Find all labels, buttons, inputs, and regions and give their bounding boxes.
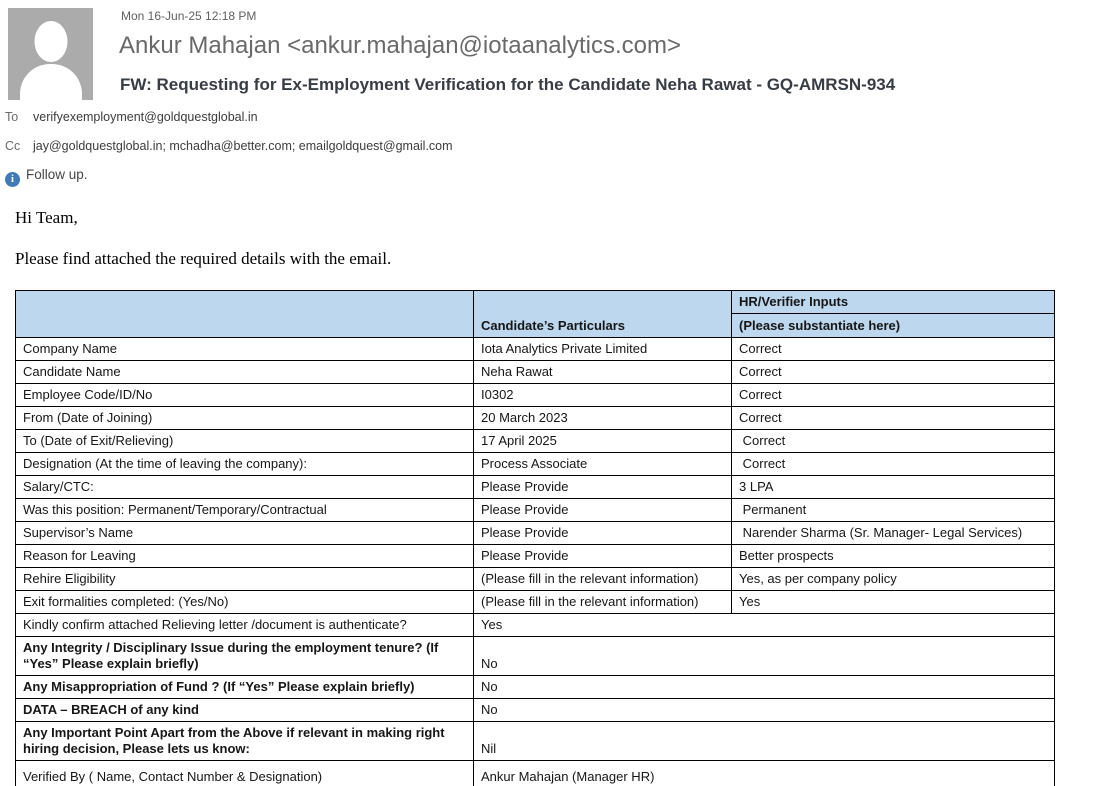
row-label: To (Date of Exit/Relieving) xyxy=(16,430,474,453)
merged-value-cell: No xyxy=(474,699,1055,722)
header-cell-blank xyxy=(16,291,474,338)
candidate-particulars-cell: (Please fill in the relevant information) xyxy=(474,591,732,614)
verifier-input-cell: Correct xyxy=(732,338,1055,361)
verifier-input-cell: Correct xyxy=(732,407,1055,430)
cc-recipients-row xyxy=(5,139,453,153)
table-row xyxy=(16,522,1055,545)
candidate-particulars-cell: I0302 xyxy=(474,384,732,407)
candidate-particulars-cell: (Please fill in the relevant information) xyxy=(474,568,732,591)
row-label: Employee Code/ID/No xyxy=(16,384,474,407)
row-label: Designation (At the time of leaving the company): xyxy=(16,453,474,476)
row-label: DATA – BREACH of any kind xyxy=(16,699,474,722)
candidate-particulars-cell: Please Provide xyxy=(474,476,732,499)
candidate-particulars-cell: Process Associate xyxy=(474,453,732,476)
header-cell-hr-verifier-inputs: HR/Verifier Inputs xyxy=(732,291,1055,314)
row-label: Candidate Name xyxy=(16,361,474,384)
email-timestamp: Mon 16-Jun-25 12:18 PM xyxy=(121,9,257,23)
table-row xyxy=(16,453,1055,476)
candidate-particulars-cell: Iota Analytics Private Limited xyxy=(474,338,732,361)
row-label: Any Misappropriation of Fund ? (If “Yes” Please explain briefly) xyxy=(16,676,474,699)
verifier-input-cell: Narender Sharma (Sr. Manager- Legal Services) xyxy=(732,522,1055,545)
to-label: To xyxy=(5,110,19,124)
table-row xyxy=(16,499,1055,522)
row-label: Rehire Eligibility xyxy=(16,568,474,591)
person-icon xyxy=(34,21,67,62)
email-greeting: Hi Team, xyxy=(15,208,78,227)
followup-status xyxy=(5,167,88,187)
candidate-particulars-cell: Please Provide xyxy=(474,545,732,568)
row-label: Reason for Leaving xyxy=(16,545,474,568)
header-cell-substantiate: (Please substantiate here) xyxy=(732,314,1055,338)
sender-avatar[interactable] xyxy=(8,8,93,100)
table-row xyxy=(16,545,1055,568)
verifier-input-cell: Permanent xyxy=(732,499,1055,522)
table-row xyxy=(16,591,1055,614)
verifier-input-cell: Yes, as per company policy xyxy=(732,568,1055,591)
table-row xyxy=(16,637,1055,676)
email-subject: FW: Requesting for Ex-Employment Verification for the Candidate Neha Rawat - GQ-AMRSN-934 xyxy=(120,75,896,94)
email-body-line: Please find attached the required details with the email. xyxy=(15,249,392,268)
table-row xyxy=(16,676,1055,699)
row-label: Salary/CTC: xyxy=(16,476,474,499)
table-row xyxy=(16,338,1055,361)
candidate-particulars-cell: Please Provide xyxy=(474,522,732,545)
table-row xyxy=(16,614,1055,637)
candidate-particulars-cell: Please Provide xyxy=(474,499,732,522)
table-row xyxy=(16,722,1055,761)
merged-value-cell: Yes xyxy=(474,614,1055,637)
verifier-input-cell: Correct xyxy=(732,384,1055,407)
row-label: Exit formalities completed: (Yes/No) xyxy=(16,591,474,614)
row-label: From (Date of Joining) xyxy=(16,407,474,430)
merged-value-cell: Nil xyxy=(474,722,1055,761)
header-cell-candidates-particulars: Candidate’s Particulars xyxy=(474,291,732,338)
table-row xyxy=(16,430,1055,453)
row-label: Kindly confirm attached Relieving letter /document is authenticate? xyxy=(16,614,474,637)
person-icon-shoulders xyxy=(20,64,82,100)
verifier-input-cell: 3 LPA xyxy=(732,476,1055,499)
verifier-input-cell: Correct xyxy=(732,453,1055,476)
table-row xyxy=(16,568,1055,591)
candidate-particulars-cell: 20 March 2023 xyxy=(474,407,732,430)
cc-addresses[interactable]: jay@goldquestglobal.in; mchadha@better.com; emailgoldquest@gmail.com xyxy=(33,139,453,153)
verification-table xyxy=(15,290,1055,786)
table-row xyxy=(16,761,1055,786)
merged-value-cell: Ankur Mahajan (Manager HR) xyxy=(474,761,1055,786)
verifier-input-cell: Yes xyxy=(732,591,1055,614)
row-label: Any Important Point Apart from the Above if relevant in making right hiring decision, Please lets us know: xyxy=(16,722,474,761)
info-icon: i xyxy=(5,172,20,187)
table-row xyxy=(16,699,1055,722)
row-label: Was this position: Permanent/Temporary/Contractual xyxy=(16,499,474,522)
to-address[interactable]: verifyexemployment@goldquestglobal.in xyxy=(33,110,258,124)
verifier-input-cell: Better prospects xyxy=(732,545,1055,568)
candidate-particulars-cell: 17 April 2025 xyxy=(474,430,732,453)
followup-text: Follow up. xyxy=(26,167,88,182)
row-label: Any Integrity / Disciplinary Issue during the employment tenure? (If “Yes” Please explain briefly) xyxy=(16,637,474,676)
candidate-particulars-cell: Neha Rawat xyxy=(474,361,732,384)
verifier-input-cell: Correct xyxy=(732,361,1055,384)
table-row xyxy=(16,384,1055,407)
cc-label: Cc xyxy=(5,139,21,153)
table-row xyxy=(16,361,1055,384)
table-row xyxy=(16,476,1055,499)
merged-value-cell: No xyxy=(474,676,1055,699)
row-label: Verified By ( Name, Contact Number & Designation) xyxy=(16,761,474,786)
table-row xyxy=(16,407,1055,430)
to-recipients-row xyxy=(5,110,258,124)
row-label: Supervisor’s Name xyxy=(16,522,474,545)
table-header-row xyxy=(16,291,1055,314)
sender-name-address[interactable]: Ankur Mahajan <ankur.mahajan@iotaanalytics.com> xyxy=(119,32,682,59)
row-label: Company Name xyxy=(16,338,474,361)
merged-value-cell: No xyxy=(474,637,1055,676)
verifier-input-cell: Correct xyxy=(732,430,1055,453)
